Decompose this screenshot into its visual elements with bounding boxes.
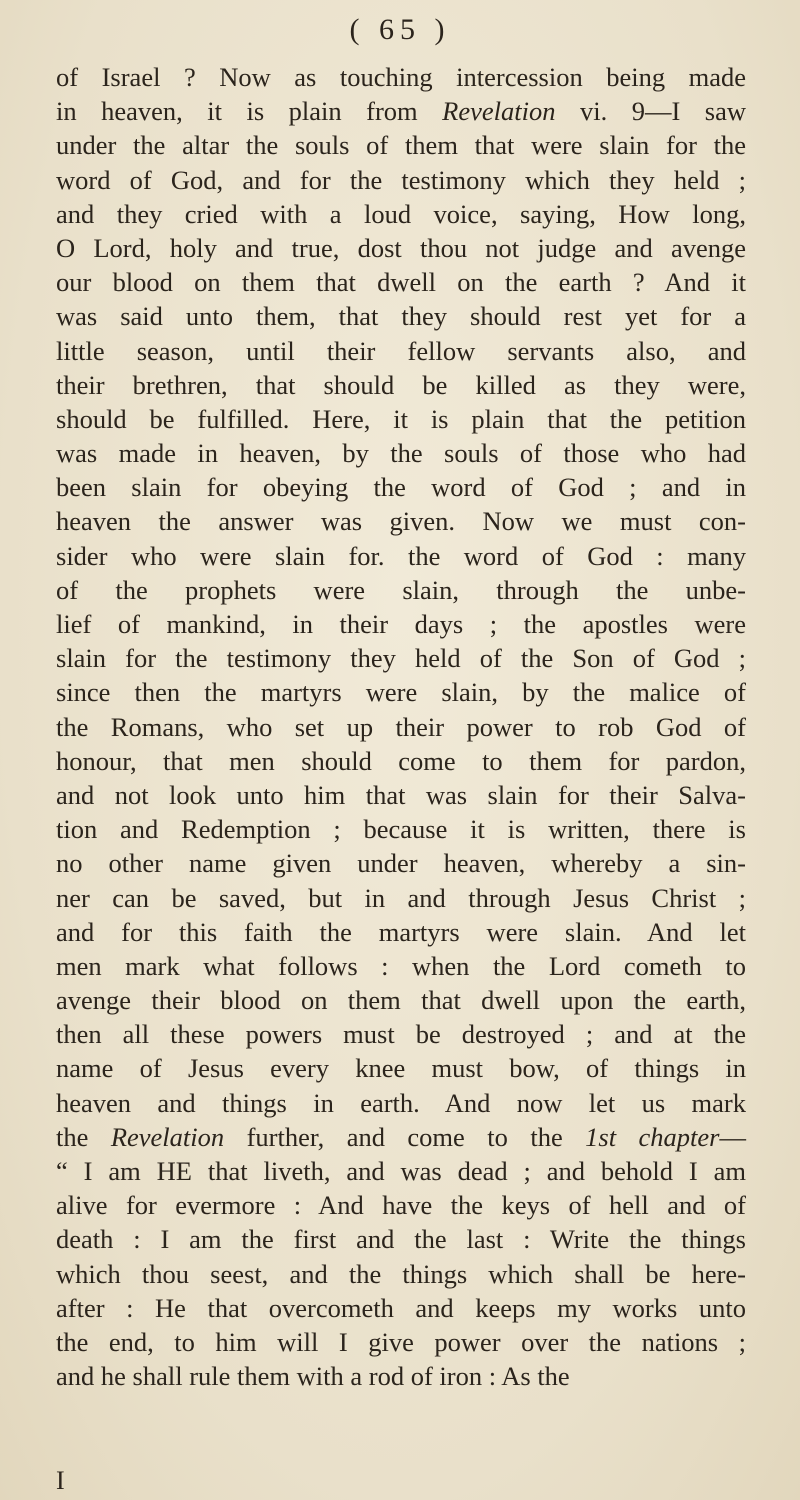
- text-segment: slain for the testimony they held of the Son of God ;: [56, 643, 746, 674]
- text-segment: word of God, and for the testimony which they held ;: [56, 164, 746, 195]
- text-line: [56, 402, 746, 436]
- text-line: [56, 607, 746, 641]
- text-segment: been slain for obeying the word of God ; and in: [56, 472, 746, 503]
- text-segment: tion and Redemption ; because it is written, there is: [56, 814, 746, 845]
- text-line: [56, 846, 746, 880]
- text-line: [56, 641, 746, 675]
- italic-text: 1st chapter: [585, 1121, 720, 1152]
- text-line: [56, 1291, 746, 1325]
- text-line: [56, 334, 746, 368]
- text-line: [56, 744, 746, 778]
- text-segment: avenge their blood on them that dwell upon the earth,: [56, 985, 746, 1016]
- text-line: [56, 197, 746, 231]
- italic-text: Revelation: [442, 96, 556, 127]
- text-line: [56, 812, 746, 846]
- text-segment: their brethren, that should be killed as they were,: [56, 369, 746, 400]
- text-line: [56, 368, 746, 402]
- text-line: [56, 128, 746, 162]
- text-line: [56, 983, 746, 1017]
- text-segment: our blood on them that dwell on the earth ? And it: [56, 267, 746, 298]
- text-line: [56, 1257, 746, 1291]
- text-segment: the Romans, who set up their power to rob God of: [56, 711, 746, 742]
- text-segment: ner can be saved, but in and through Jesus Christ ;: [56, 882, 746, 913]
- text-line: [56, 778, 746, 812]
- text-line: [56, 710, 746, 744]
- text-line: [56, 1120, 746, 1154]
- text-line: [56, 265, 746, 299]
- text-segment: was made in heaven, by the souls of those who had: [56, 438, 746, 469]
- text-line: [56, 504, 746, 538]
- text-segment: under the altar the souls of them that were slain for the: [56, 130, 746, 161]
- text-segment: the end, to him will I give power over the nations ;: [56, 1326, 746, 1357]
- text-line: [56, 436, 746, 470]
- text-segment: which thou seest, and the things which shall be here-: [56, 1258, 746, 1289]
- text-segment: in heaven, it is plain from: [56, 96, 443, 127]
- body-text: [56, 60, 746, 1393]
- text-line: [56, 675, 746, 709]
- text-segment: and he shall rule them with a rod of iron : As the: [56, 1361, 570, 1392]
- text-line: [56, 1017, 746, 1051]
- text-line: [56, 949, 746, 983]
- text-segment: men mark what follows : when the Lord cometh to: [56, 950, 746, 981]
- text-segment: —: [719, 1121, 746, 1152]
- text-segment: alive for evermore : And have the keys of hell and of: [56, 1190, 746, 1221]
- text-line: [56, 1325, 746, 1359]
- text-segment: vi. 9—I saw: [555, 96, 746, 127]
- signature-mark: I: [56, 1466, 65, 1495]
- text-segment: was said unto them, that they should rest yet for a: [56, 301, 746, 332]
- text-line: [56, 60, 746, 94]
- text-segment: little season, until their fellow servants also, and: [56, 335, 746, 366]
- text-segment: lief of mankind, in their days ; the apostles were: [56, 609, 746, 639]
- text-segment: death : I am the first and the last : Write the things: [56, 1224, 746, 1255]
- text-segment: heaven the answer was given. Now we must con-: [56, 506, 746, 537]
- page-number: ( 65 ): [349, 13, 451, 46]
- text-line: [56, 1086, 746, 1120]
- text-segment: then all these powers must be destroyed ; and at the: [56, 1019, 746, 1050]
- text-segment: of the prophets were slain, through the unbe-: [56, 574, 746, 605]
- text-segment: after : He that overcometh and keeps my works unto: [56, 1292, 746, 1323]
- text-line: [56, 573, 746, 607]
- text-segment: should be fulfilled. Here, it is plain that the petition: [56, 403, 746, 434]
- text-segment: of Israel ? Now as touching intercession being made: [56, 62, 746, 92]
- text-segment: “ I am HE that liveth, and was dead ; and behold I am: [56, 1156, 746, 1186]
- text-line: [56, 1188, 746, 1222]
- text-line: [56, 1222, 746, 1256]
- italic-text: Revelation: [110, 1121, 225, 1152]
- text-segment: since then the martyrs were slain, by the malice of: [56, 677, 746, 708]
- text-segment: heaven and things in earth. And now let us mark: [56, 1087, 746, 1118]
- text-segment: sider who were slain for. the word of God : many: [56, 540, 746, 571]
- text-line: [56, 915, 746, 949]
- text-line: [56, 94, 746, 128]
- text-segment: honour, that men should come to them for pardon,: [56, 745, 746, 776]
- text-line: [56, 1359, 746, 1393]
- text-line: [56, 470, 746, 504]
- text-segment: further, and come to the: [224, 1121, 586, 1152]
- text-segment: name of Jesus every knee must bow, of things in: [56, 1053, 746, 1084]
- text-line: [56, 1051, 746, 1085]
- text-segment: O Lord, holy and true, dost thou not judge and avenge: [56, 232, 746, 263]
- text-line: [56, 1154, 746, 1188]
- text-line: [56, 299, 746, 333]
- text-segment: no other name given under heaven, whereby a sin-: [56, 848, 746, 879]
- text-segment: and not look unto him that was slain for their Salva-: [56, 779, 746, 810]
- text-segment: and for this faith the martyrs were slain. And let: [56, 916, 746, 947]
- text-line: [56, 881, 746, 915]
- text-line: [56, 163, 746, 197]
- text-segment: and they cried with a loud voice, saying, How long,: [56, 198, 746, 229]
- text-line: [56, 231, 746, 265]
- text-line: [56, 539, 746, 573]
- text-segment: the: [56, 1121, 111, 1152]
